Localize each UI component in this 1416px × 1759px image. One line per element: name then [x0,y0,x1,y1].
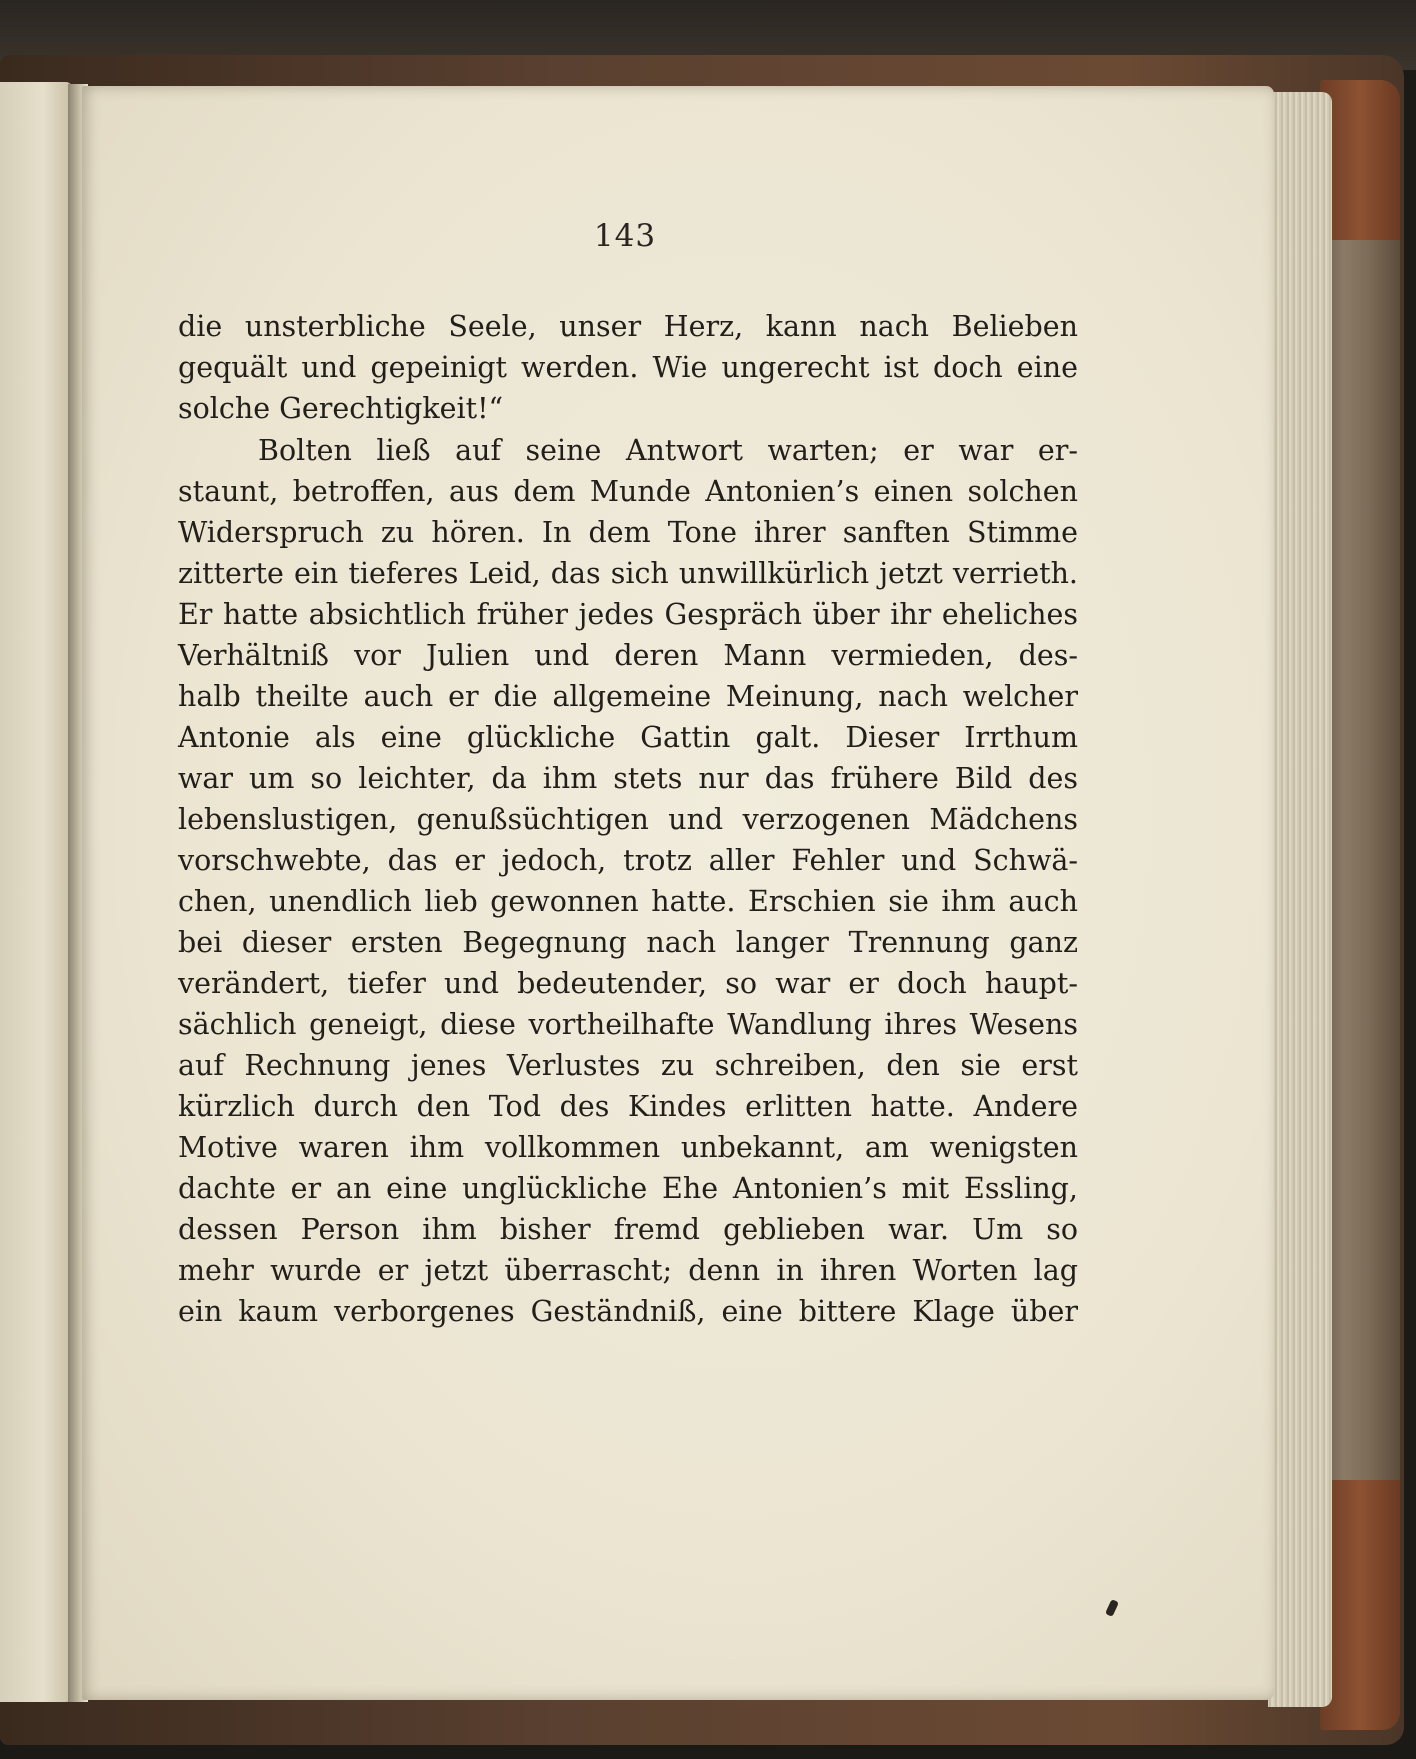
text-line: solche Gerechtigkeit!“ [178,392,504,425]
text-line: lebenslustigen, genußsüchtigen und verzogenen Mädchens [178,803,1078,836]
left-page-edge [0,82,72,1702]
text-line: ein kaum verborgenes Geständniß, eine bittere Klage über [178,1295,1078,1328]
text-line: dachte er an eine unglückliche Ehe Antonien’s mit Essling, [178,1172,1078,1205]
leather-corner-bottom [1320,1480,1400,1730]
text-line: staunt, betroffen, aus dem Munde Antonien’s einen solchen [178,475,1078,508]
text-line: halb theilte auch er die allgemeine Meinung, nach welcher [178,680,1078,713]
text-line: vorschwebte, das er jedoch, trotz aller Fehler und Schwä- [178,844,1078,877]
text-line: Widerspruch zu hören. In dem Tone ihrer sanften Stimme [178,516,1078,549]
text-line: Er hatte absichtlich früher jedes Gespräch über ihr eheliches [178,598,1078,631]
text-line: kürzlich durch den Tod des Kindes erlitten hatte. Andere [178,1090,1078,1123]
text-line: dessen Person ihm bisher fremd geblieben war. Um so [178,1213,1078,1246]
page-number: 143 [593,218,657,254]
text-line: sächlich geneigt, diese vortheilhafte Wandlung ihres Wesens [178,1008,1078,1041]
text-line: verändert, tiefer und bedeutender, so war er doch haupt- [178,967,1078,1000]
text-line: gequält und gepeinigt werden. Wie ungerecht ist doch eine [178,351,1078,384]
text-line: Motive waren ihm vollkommen unbekannt, am wenigsten [178,1131,1078,1164]
text-line: Bolten ließ auf seine Antwort warten; er war er- [258,434,1078,467]
text-line: war um so leichter, da ihm stets nur das frühere Bild des [178,762,1078,795]
text-line: auf Rechnung jenes Verlustes zu schreiben, den sie erst [178,1049,1078,1082]
page-edges [1268,92,1332,1707]
text-line: mehr wurde er jetzt überrascht; denn in ihren Worten lag [178,1254,1078,1287]
text-line: Verhältniß vor Julien und deren Mann vermieden, des- [178,639,1078,672]
text-line: chen, unendlich lieb gewonnen hatte. Erschien sie ihm auch [178,885,1078,918]
text-line: bei dieser ersten Begegnung nach langer Trennung ganz [178,926,1078,959]
text-line: Antonie als eine glückliche Gattin galt. Dieser Irrthum [178,721,1078,754]
leather-corner-top [1320,80,1400,240]
book-back-board [1320,80,1400,1730]
text-line: die unsterbliche Seele, unser Herz, kann nach Belieben [178,310,1078,343]
text-line: zitterte ein tieferes Leid, das sich unwillkürlich jetzt verrieth. [178,557,1078,590]
